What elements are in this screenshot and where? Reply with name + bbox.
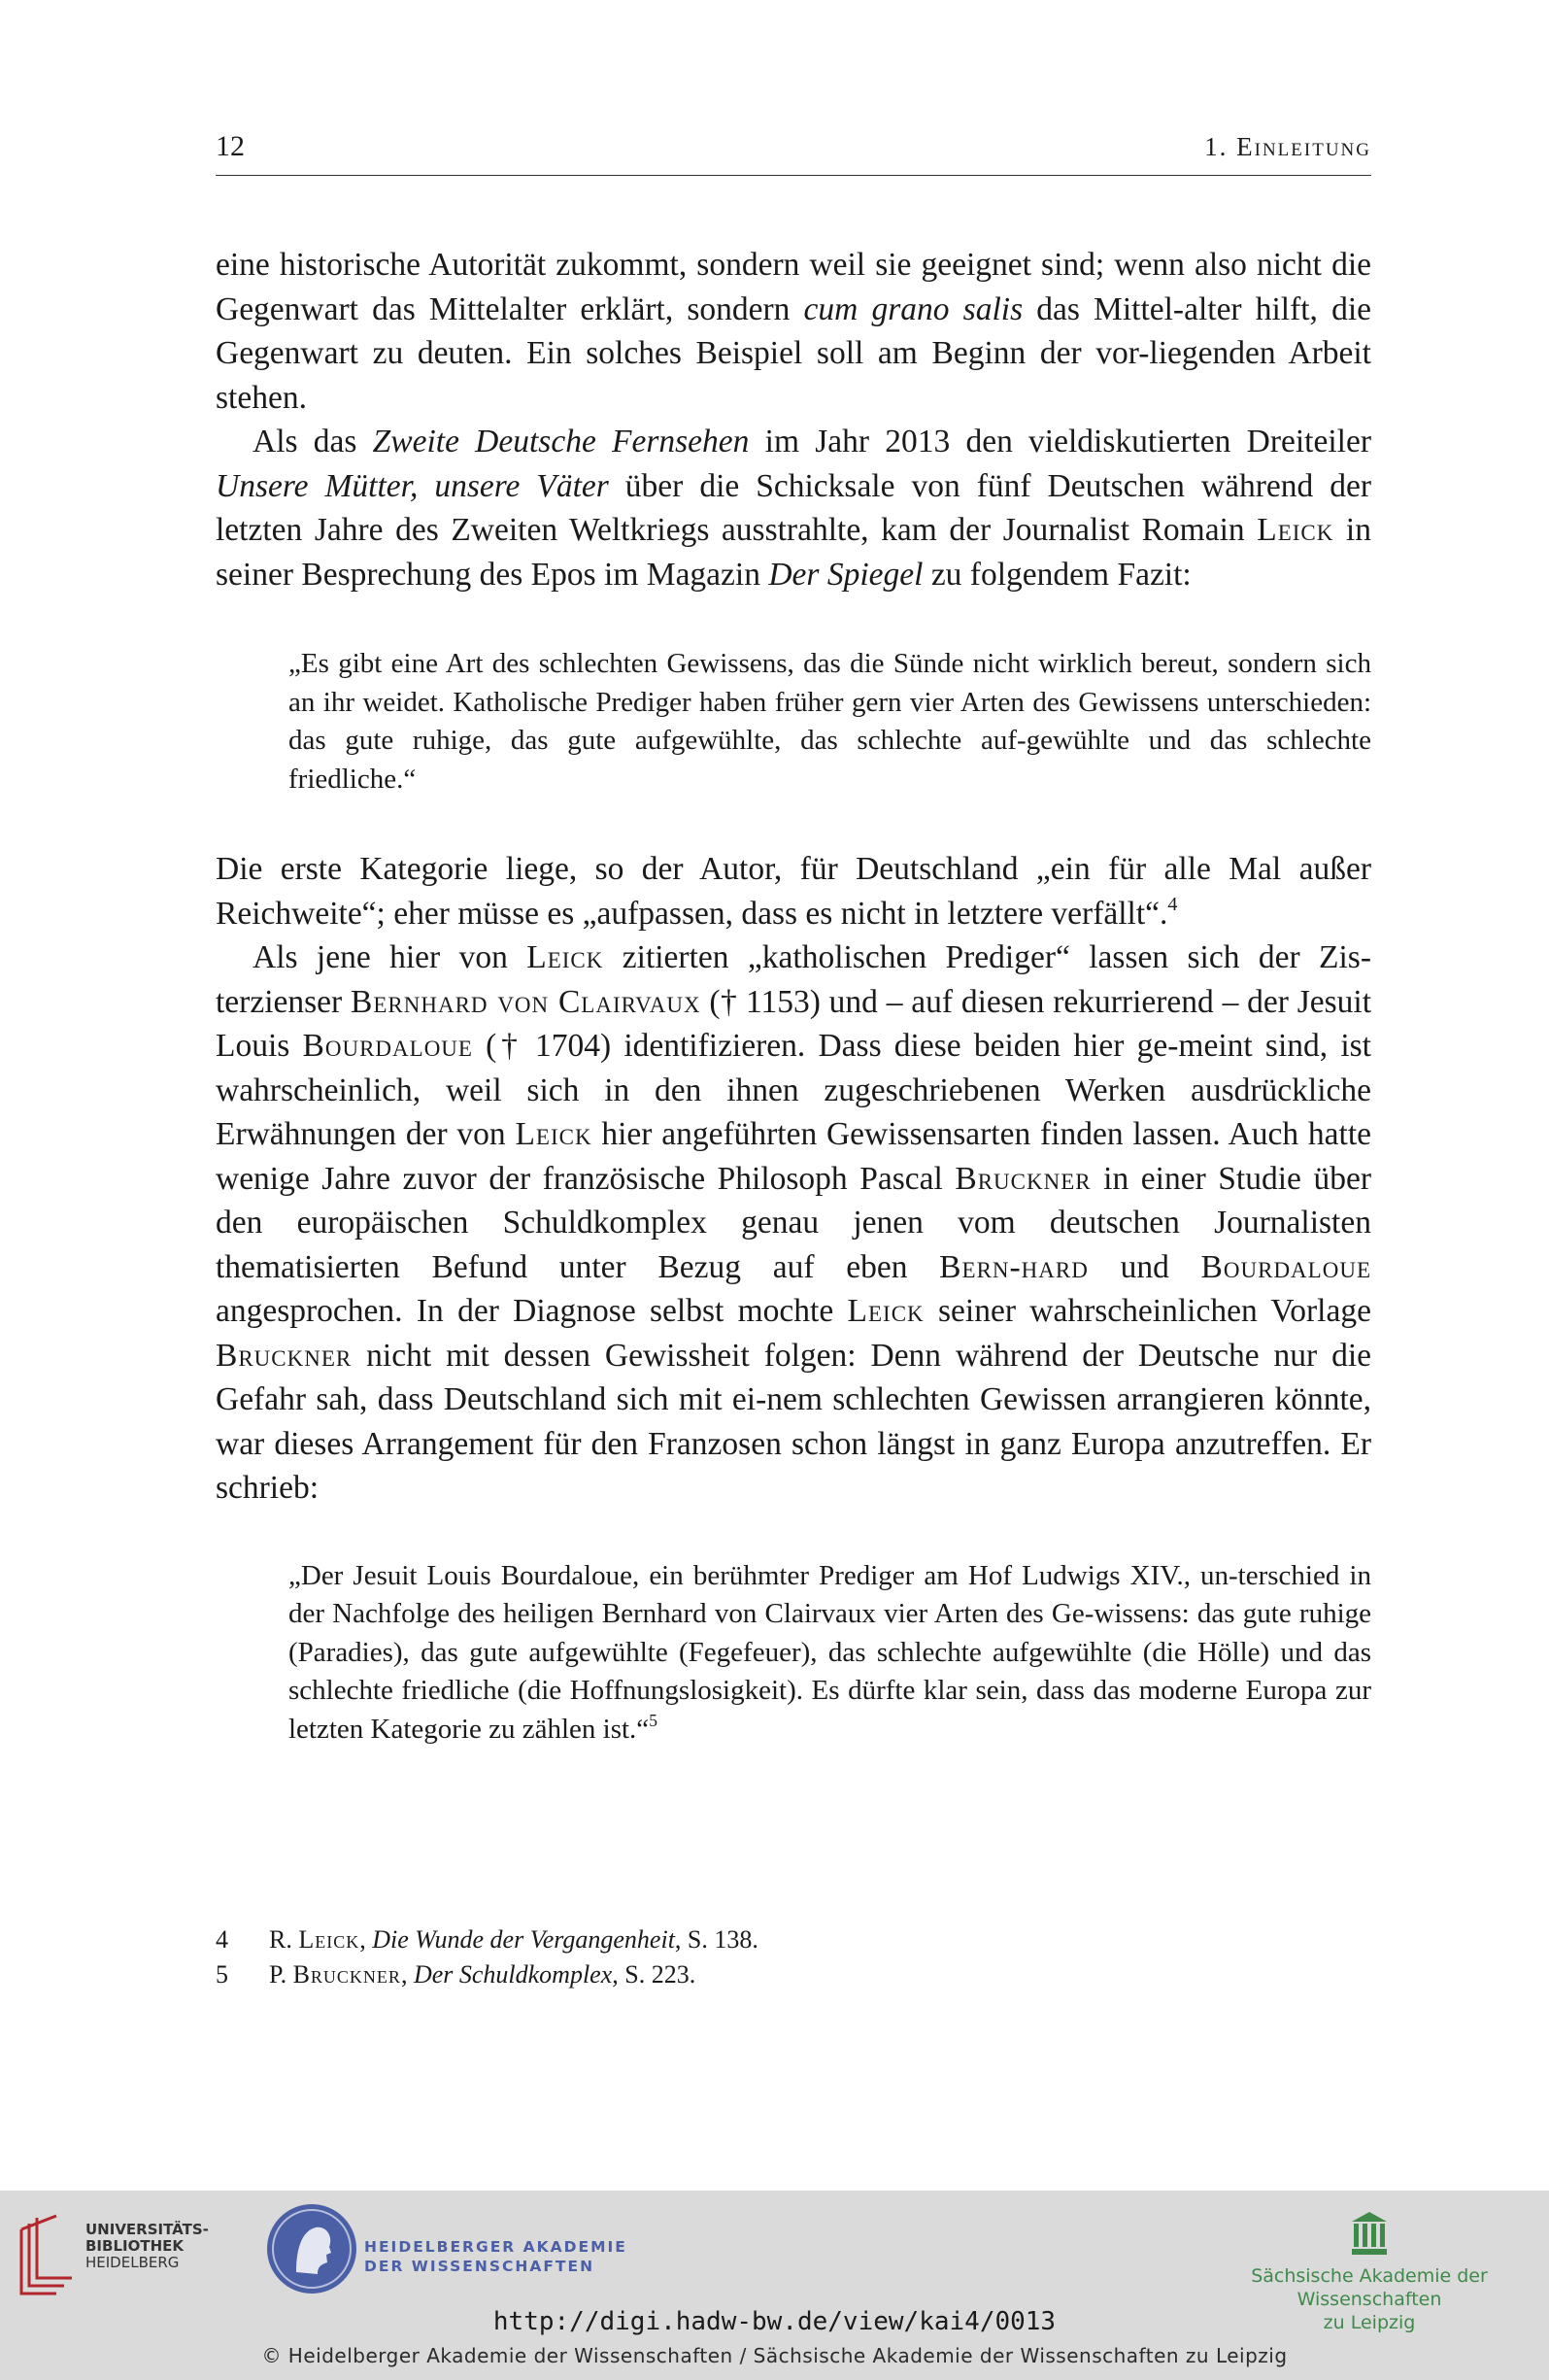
- author-name: Leick: [515, 1116, 592, 1152]
- footnote-text: [269, 1922, 758, 1957]
- text-run: im Jahr 2013 den vieldiskutierten Dreiteiler: [749, 424, 1371, 459]
- author-name: Bourdaloue: [302, 1028, 473, 1064]
- paragraph-1: [216, 243, 1371, 420]
- profile-head-icon: [267, 2204, 356, 2294]
- running-head: 1. Einleitung: [1204, 132, 1371, 161]
- text-run: († 1153) und – auf diesen rekurrierend – der Jesuit Louis: [216, 983, 1372, 1064]
- author-name: Bourdaloue: [1200, 1248, 1371, 1285]
- text-run: nicht mit dessen Gewissheit folgen: Denn während der Deutsche nur die Gefahr sah, dass Deutschland sich mit ei-nem schlechten Gewissen arrangieren könnte, war dieses Arrangement für den Franzosen schon längst in ganz Europa anzutreffen. Er schrieb:: [216, 1337, 1371, 1506]
- text-run: in seiner Besprechung des Epos im Magazin: [216, 512, 1371, 593]
- body-text: [216, 243, 1371, 1749]
- text-run: († 1704) identifizieren. Dass diese beiden hier ge-meint sind, ist wahrscheinlich, weil sich in den ihnen zugeschriebenen Werken ausdrückliche Erwähnungen der von: [216, 1028, 1371, 1152]
- author-name: Bruckner: [292, 1960, 401, 1989]
- saxon-logo-line: Sächsische Akademie der Wissenschaften: [1251, 2265, 1488, 2310]
- footnote-ref[interactable]: 5: [649, 1710, 657, 1730]
- ub-logo-line: UNIVERSITÄTS-: [85, 2221, 209, 2238]
- academy-building-icon: [1350, 2210, 1389, 2257]
- work-title: Der Schuldkomplex: [413, 1960, 613, 1989]
- footnote-number: 4: [216, 1925, 228, 1954]
- author-name: Bernhard von Clairvaux: [351, 983, 701, 1020]
- text-run: , S. 223.: [612, 1960, 696, 1989]
- text-run: ,: [359, 1925, 373, 1954]
- page-url[interactable]: http://digi.hadw-bw.de/view/kai4/0013: [492, 2307, 1057, 2336]
- text-run: „Der Jesuit Louis Bourdaloue, ein berühmter Prediger am Hof Ludwigs XIV., un-terschied in der Nachfolge des heiligen Bernhard von Clairvaux vier Arten des Ge-wissens: das gute ruhige (Paradies), das gute aufgewühlte (Fegefeuer), das schlechte aufgewühlte (die Hölle) und das schlechte friedliche (die Hoffnungslosigkeit). Es dürfte klar sein, dass das moderne Europa zur letzten Kategorie zu zählen ist.“: [288, 1559, 1371, 1745]
- text-run: ,: [400, 1960, 414, 1989]
- paragraph-2: [216, 420, 1371, 596]
- copyright-notice: © Heidelberger Akademie der Wissenschaften / Sächsische Akademie der Wissenschaften zu Leipzig: [261, 2344, 1288, 2367]
- ub-logo-text: [85, 2222, 209, 2271]
- text-run: und: [1088, 1248, 1201, 1285]
- text-run: hier angeführten Gewissensarten finden lassen. Auch hatte wenige Jahre zuvor der französische Philosoph Pascal: [216, 1116, 1371, 1197]
- author-name: Leick: [1257, 512, 1334, 548]
- ub-logo-line: HEIDELBERG: [85, 2254, 180, 2271]
- hadw-logo-line: DER WISSENSCHAFTEN: [364, 2258, 595, 2275]
- saxon-logo-line: zu Leipzig: [1323, 2312, 1416, 2333]
- text-run: über die Schicksale von fünf Deutschen während der letzten Jahre des Zweiten Weltkriegs ausstrahlte, kam der Journalist Romain: [216, 467, 1371, 548]
- text-run: in einer Studie über den europäischen Schuldkomplex genau jenen vom deutschen Journalisten thematisierten Befund unter Bezug auf eben: [216, 1160, 1371, 1285]
- footnotes: [216, 1922, 1371, 1992]
- author-name: Leick: [847, 1293, 925, 1329]
- paragraph-4: [216, 935, 1371, 1511]
- hadw-logo-text: [364, 2237, 627, 2276]
- hadw-logo-line: HEIDELBERGER AKADEMIE: [364, 2238, 627, 2256]
- text-run: P.: [269, 1960, 293, 1989]
- text-run: zu folgendem Fazit:: [923, 556, 1192, 593]
- ub-heidelberg-logo[interactable]: [17, 2210, 209, 2307]
- author-name: Bruckner: [216, 1337, 353, 1374]
- work-title: Die Wunde der Vergangenheit: [372, 1925, 675, 1954]
- author-name: Leick: [298, 1925, 360, 1954]
- italic-phrase: Unsere Mütter, unsere Väter: [216, 467, 609, 504]
- text-run: angesprochen. In der Diagnose selbst mochte: [216, 1293, 848, 1329]
- footnote-number: 5: [216, 1960, 228, 1989]
- text-run: , S. 138.: [674, 1925, 758, 1954]
- block-quote-1: „Es gibt eine Art des schlechten Gewissens, das die Sünde nicht wirklich bereut, sondern sich an ihr weidet. Katholische Prediger haben früher gern vier Arten des Gewissens unterschieden: das gute ruhige, das gute aufgewühlte, das schlechte auf-gewühlte und das schlechte friedliche.“: [288, 648, 1371, 795]
- text-run: Als das: [253, 424, 373, 459]
- hadw-logo[interactable]: [267, 2204, 636, 2301]
- footnote: [216, 1922, 1371, 1957]
- text-run: Die erste Kategorie liege, so der Autor, für Deutschland „ein für alle Mal außer Reichweite“; eher müsse es „aufpassen, dass es nicht in letztere verfällt“.: [216, 851, 1371, 932]
- author-name: Bern-hard: [939, 1248, 1089, 1285]
- ub-logo-line: BIBLIOTHEK: [85, 2237, 184, 2255]
- footnote-ref[interactable]: 4: [1167, 893, 1178, 915]
- text-run: R.: [269, 1925, 299, 1954]
- paragraph-3: [216, 847, 1371, 935]
- page-header: [216, 126, 1371, 176]
- italic-phrase: Zweite Deutsche Fernsehen: [372, 424, 750, 459]
- text-run: zitierten „katholischen Prediger“ lassen sich der Zis-terzienser: [216, 939, 1371, 1020]
- author-name: Bruckner: [955, 1160, 1092, 1197]
- footnote-text: [269, 1957, 695, 1992]
- library-building-icon: [17, 2212, 78, 2299]
- italic-phrase: Der Spiegel: [768, 556, 924, 593]
- viewer-footer: [0, 2191, 1549, 2380]
- text-run: das Mittel-alter hilft, die Gegenwart zu deuten. Ein solches Beispiel soll am Beginn der vor-liegenden Arbeit stehen.: [216, 290, 1371, 416]
- page-number: 12: [216, 130, 245, 162]
- seal-icon: [267, 2204, 356, 2294]
- text-run: seiner wahrscheinlichen Vorlage: [924, 1293, 1371, 1329]
- footnote: [216, 1957, 1371, 1992]
- block-quote-2: [288, 1557, 1371, 1750]
- text-run: eine historische Autorität zukommt, sondern weil sie geeignet sind; wenn also nicht die Gegenwart das Mittelalter erklärt, sondern: [216, 247, 1371, 327]
- text-run: Als jene hier von: [253, 939, 527, 975]
- italic-phrase: cum grano salis: [803, 290, 1024, 327]
- author-name: Leick: [526, 939, 604, 975]
